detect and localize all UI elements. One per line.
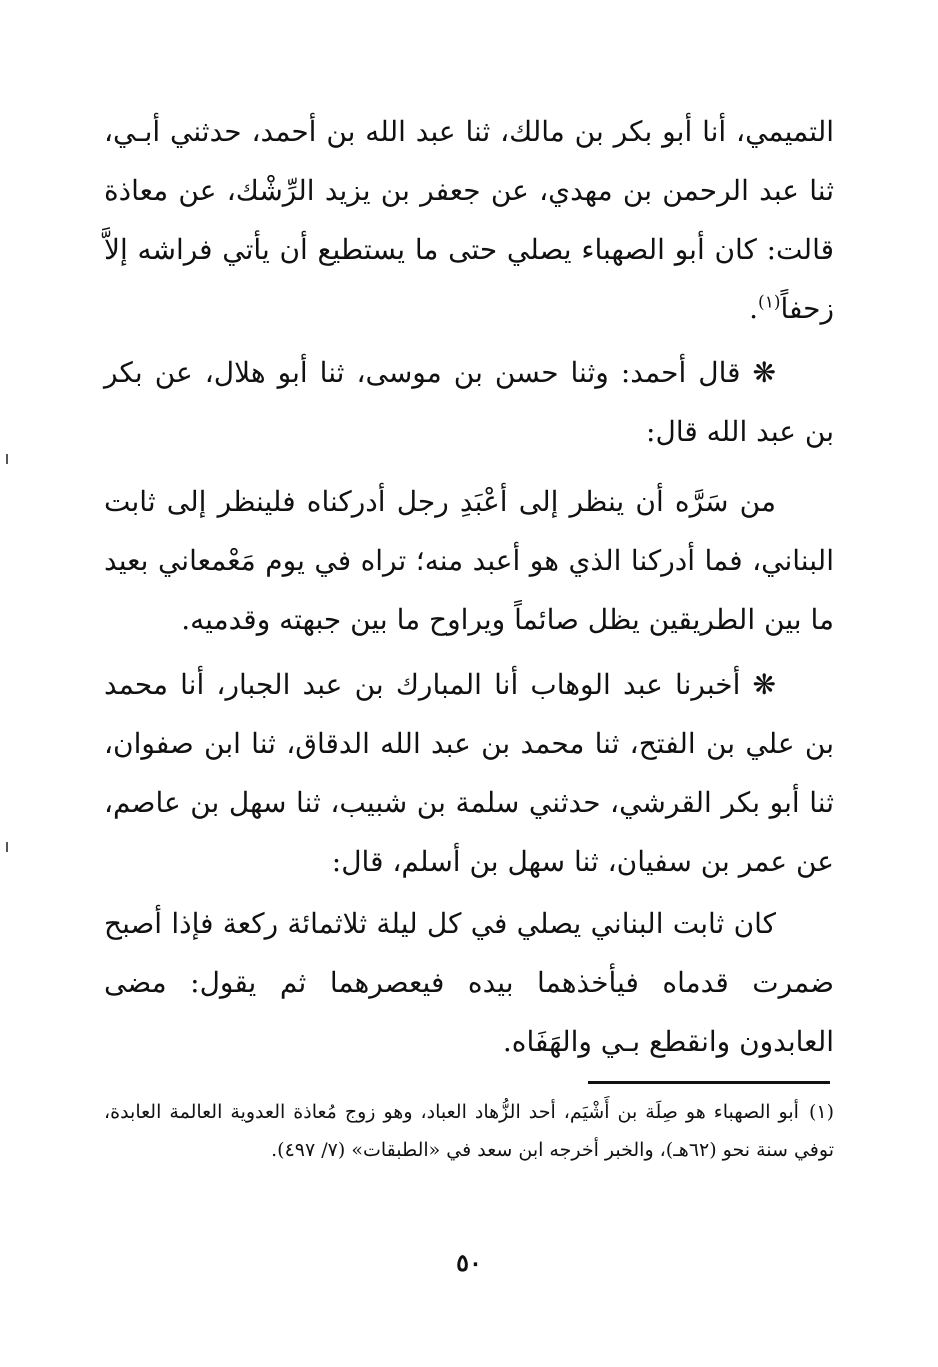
margin-scan-mark	[6, 842, 8, 852]
margin-scan-mark	[6, 454, 8, 464]
footnote	[104, 1093, 834, 1169]
footnote-divider	[588, 1081, 830, 1084]
paragraph-1-text: التميمي، أنا أبو بكر بن مالك، ثنا عبد الله بن أحمد، حدثني أبـي، ثنا عبد الرحمن بن مهدي، عن جعفر بن يزيد الرِّشْك، عن معاذة قالت: كان أبو الصهباء يصلي حتى ما يستطيع أن يأتي فراشه إلاَّ زحفاً	[104, 115, 834, 325]
paragraph-1	[104, 102, 834, 338]
paragraph-1-tail: .	[749, 292, 759, 325]
paragraph-5: كان ثابت البناني يصلي في كل ليلة ثلاثمائة ركعة فإذا أصبح ضمرت قدماه فيأخذهما بيده فيعصرهما ثم يقول: مضى العابدون وانقطع بـي والهَفَاه.	[104, 907, 834, 1058]
footnote-reference-1: (١)	[758, 292, 781, 313]
page-number: ٥٠	[456, 1248, 482, 1277]
footnote-marker: (١)	[808, 1101, 834, 1123]
paragraph-4: ❋ أخبرنا عبد الوهاب أنا المبارك بن عبد الجبار، أنا محمد بن علي بن الفتح، ثنا محمد بن عبد الله الدقاق، ثنا ابن صفوان، ثنا أبو بكر القرشي، حدثني سلمة بن شبيب، ثنا سهل بن عاصم، عن عمر بن سفيان، ثنا سهل بن أسلم، قال:	[104, 668, 834, 878]
footnote-text: أبو الصهباء هو صِلَة بن أَشْيَم، أحد الزُّهاد العباد، وهو زوج مُعاذة العدوية العالمة العابدة، توفي سنة نحو (٦٢هـ)، والخبر أخرجه ابن سعد في «الطبقات» (٧/ ٤٩٧).	[104, 1101, 834, 1161]
paragraph-2: ❋ قال أحمد: وثنا حسن بن موسى، ثنا أبو هلال، عن بكر بن عبد الله قال:	[104, 356, 834, 448]
paragraph-3: من سَرَّه أن ينظر إلى أعْبَدِ رجل أدركناه فلينظر إلى ثابت البناني، فما أدركنا الذي هو أعبد منه؛ تراه في يوم مَعْمعاني بعيد ما بين الطريقين يظل صائماً ويراوح ما بين جبهته وقدميه.	[104, 485, 834, 636]
